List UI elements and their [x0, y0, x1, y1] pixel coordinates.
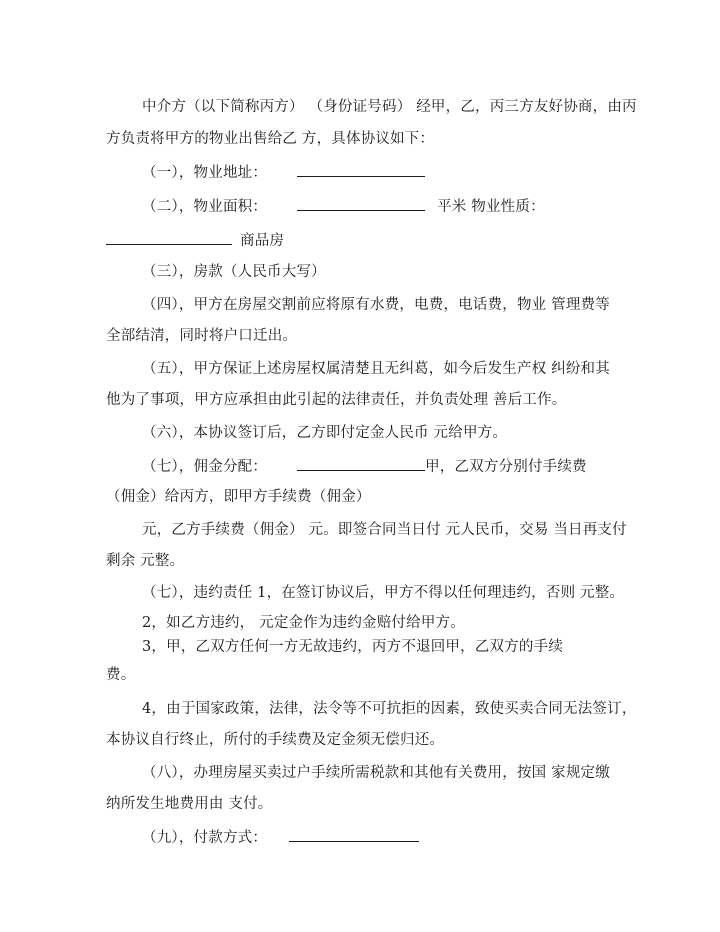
clause-4-line-2: [106, 327, 297, 345]
clause-4-line-1: [142, 296, 610, 314]
clause-7-label: （七），佣金分配：: [142, 459, 268, 475]
breach-line-2: [142, 614, 465, 632]
clause-9-payment: [142, 828, 419, 847]
clause-4-text-2: 全部结清，同时将户口迁出。: [106, 328, 298, 344]
commission-blank[interactable]: [297, 457, 425, 471]
clause-8-line-1: [142, 764, 610, 782]
breach-line-4: [106, 666, 135, 684]
commission-text-4: 剩余 元整。: [106, 553, 185, 569]
clause-7-commission-line-3: [142, 521, 627, 539]
clause-7-commission-line-4: [106, 552, 184, 570]
clause-4-text-1: （四），甲方在房屋交割前应将原有水费，电费，电话费，物业 管理费等: [142, 297, 610, 313]
clause-5-line-1: [142, 360, 610, 378]
property-nature-label: 平米 物业性质：: [437, 199, 545, 215]
commission-text-3: 元，乙方手续费（佣金） 元。即签合同当日付 元人民币，交易 当日再支付: [142, 522, 627, 538]
clause-9-label: （九），付款方式：: [142, 830, 268, 846]
commission-fee-text: 甲，乙双方分别付手续费: [425, 459, 587, 475]
clause-1-address: [142, 163, 425, 182]
property-type-line: [106, 231, 284, 250]
breach-line-6: [106, 731, 444, 749]
property-type-blank[interactable]: [106, 231, 232, 245]
clause-6-text: （六），本协议签订后，乙方即付定金人民币 元给甲方。: [142, 425, 508, 441]
breach-text-6: 本协议自行终止，所付的手续费及定金须无偿归还。: [106, 732, 445, 748]
clause-7-commission-line-2: [106, 488, 371, 506]
clause-7-commission-line-1: [142, 457, 587, 476]
breach-text-2: 2，如乙方违约， 元定金作为违约金赔付给甲方。: [142, 615, 465, 631]
breach-line-1: [142, 584, 624, 602]
payment-method-blank[interactable]: [289, 828, 419, 842]
intro-text-2: 方负责将甲方的物业出售给乙 方，具体协议如下：: [106, 131, 435, 147]
clause-5-line-2: [106, 391, 567, 409]
commission-text-2: （佣金）给丙方，即甲方手续费（佣金）: [106, 489, 371, 505]
clause-8-line-2: [106, 795, 273, 813]
property-type-text: 商品房: [240, 233, 285, 249]
clause-3-price: [142, 263, 326, 281]
breach-line-5: [142, 700, 637, 718]
clause-5-text-2: 他为了事项，甲方应承担由此引起的法律责任，并负责处理 善后工作。: [106, 392, 567, 408]
breach-text-3: 3，甲，乙双方任何一方无故违约，丙方不退回甲，乙双方的手续: [142, 639, 564, 655]
clause-8-text-1: （八），办理房屋买卖过户手续所需税款和其他有关费用，按国 家规定缴: [142, 765, 610, 781]
breach-line-3: [142, 638, 563, 656]
clause-1-label: （一），物业地址：: [142, 165, 268, 181]
clause-2-label: （二），物业面积：: [142, 199, 268, 215]
intro-line-1: [142, 98, 637, 116]
clause-3-text: （三），房款（人民币大写）: [142, 264, 326, 280]
clause-6-deposit: [142, 424, 507, 442]
area-blank[interactable]: [297, 197, 425, 211]
intro-line-2: [106, 130, 434, 148]
clause-2-area: [142, 197, 545, 216]
clause-5-text-1: （五），甲方保证上述房屋权属清楚且无纠葛，如今后发生产权 纠纷和其: [142, 361, 610, 377]
breach-text-4: 费。: [106, 667, 136, 683]
intro-text-1: 中介方（以下简称丙方） （身份证号码） 经甲，乙，丙三方友好协商，由丙: [142, 99, 637, 115]
clause-8-text-2: 纳所发生地费用由 支付。: [106, 796, 273, 812]
breach-text-5: 4，由于国家政策，法律，法令等不可抗拒的因素，致使买卖合同无法签订，: [142, 701, 637, 717]
breach-text-1: （七），违约责任 1，在签订协议后，甲方不得以任何理违约，否则 元整。: [142, 585, 625, 601]
address-blank[interactable]: [297, 163, 425, 177]
